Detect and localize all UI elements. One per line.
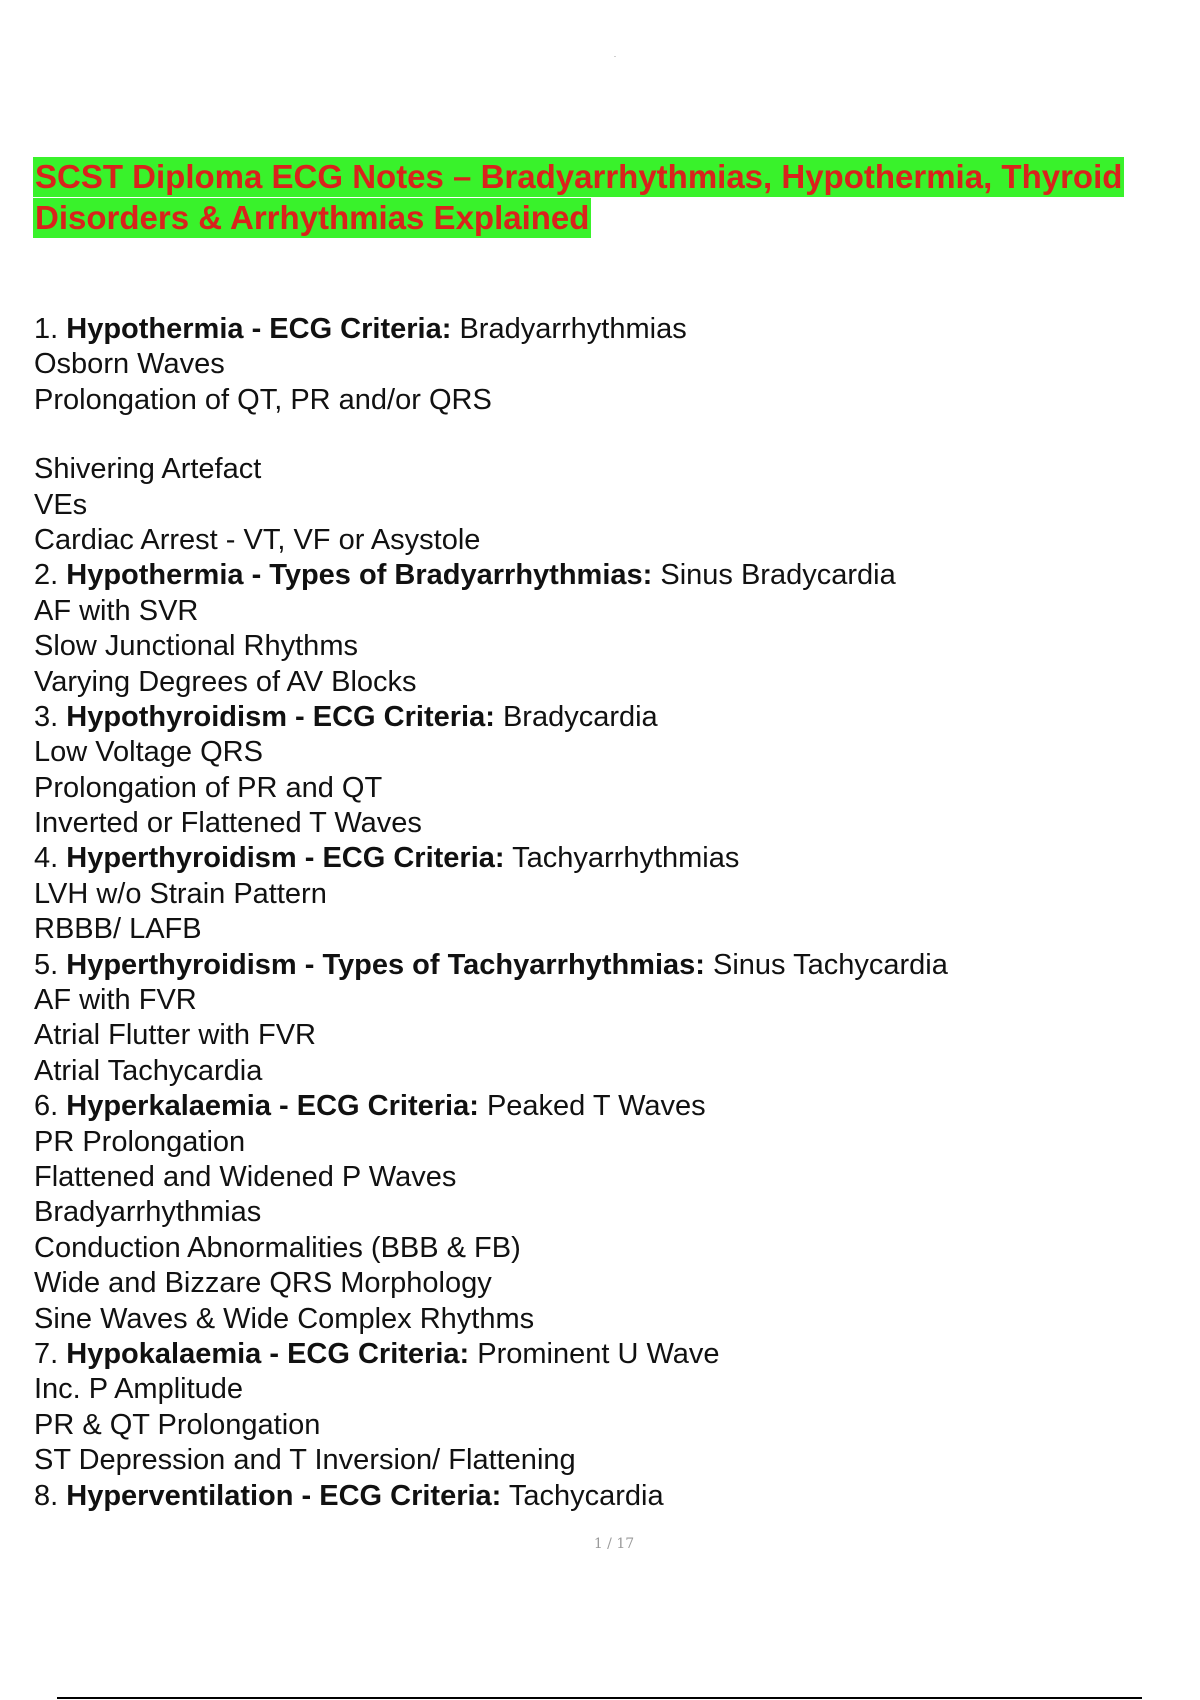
document-title xyxy=(33,157,1200,238)
list-item: Cardiac Arrest - VT, VF or Asystole xyxy=(34,523,481,556)
list-item: Slow Junctional Rhythms xyxy=(34,630,358,663)
section-first-item: Bradycardia xyxy=(502,700,658,733)
section-heading: Hyperkalaemia - ECG Criteria: xyxy=(66,1090,479,1123)
list-item: LVH w/o Strain Pattern xyxy=(34,877,327,910)
list-item: Sine Waves & Wide Complex Rhythms xyxy=(34,1302,535,1335)
list-item: Prolongation of PR and QT xyxy=(34,771,383,804)
section-heading-line xyxy=(34,312,1164,347)
list-item: Varying Degrees of AV Blocks xyxy=(34,665,417,698)
section-first-item: Bradyarrhythmias xyxy=(459,313,687,345)
page-number: 1 / 17 xyxy=(593,1536,635,1552)
section-first-item: Tachycardia xyxy=(508,1479,664,1512)
list-item: Atrial Tachycardia xyxy=(34,1054,263,1087)
section-number: 5. xyxy=(34,948,59,981)
list-item: Prolongation of QT, PR and/or QRS xyxy=(34,383,492,416)
list-item: Bradyarrhythmias xyxy=(34,1196,262,1229)
list-item: Inverted or Flattened T Waves xyxy=(34,807,422,840)
notes-body xyxy=(34,312,1164,1514)
section-first-item: Prominent U Wave xyxy=(477,1337,720,1370)
list-item: PR Prolongation xyxy=(34,1125,246,1158)
section-heading-line xyxy=(34,558,1164,593)
title-line-2: Disorders & Arrhythmias Explained xyxy=(35,199,590,236)
scan-artifact-dot xyxy=(614,56,616,57)
section-heading: Hypothermia - Types of Bradyarrhythmias: xyxy=(66,559,653,592)
section-heading: Hypokalaemia - ECG Criteria: xyxy=(66,1337,470,1370)
section-number: 6. xyxy=(34,1090,59,1123)
list-item: Shivering Artefact xyxy=(34,453,262,486)
section-first-item: Peaked T Waves xyxy=(486,1090,706,1123)
section-number: 4. xyxy=(34,842,59,875)
title-line-1: SCST Diploma ECG Notes – Bradyarrhythmias, Hypothermia, Thyroid xyxy=(35,158,1123,195)
section-number: 2. xyxy=(34,559,59,592)
bottom-divider xyxy=(57,1697,1142,1699)
list-item: VEs xyxy=(34,488,88,521)
section-heading-line xyxy=(34,841,1164,876)
list-item: PR & QT Prolongation xyxy=(34,1408,321,1441)
list-item: Flattened and Widened P Waves xyxy=(34,1160,457,1193)
list-item: Inc. P Amplitude xyxy=(34,1373,244,1406)
list-item: Wide and Bizzare QRS Morphology xyxy=(34,1267,492,1300)
section-number: 7. xyxy=(34,1337,59,1370)
section-heading-line xyxy=(34,1089,1164,1124)
section-heading-line xyxy=(34,1337,1164,1372)
section-heading: Hypothyroidism - ECG Criteria: xyxy=(66,700,495,733)
list-item: RBBB/ LAFB xyxy=(34,913,202,946)
list-item: Conduction Abnormalities (BBB & FB) xyxy=(34,1231,521,1264)
section-number: 3. xyxy=(34,700,59,733)
list-item: Low Voltage QRS xyxy=(34,736,263,769)
section-heading: Hyperthyroidism - Types of Tachyarrhythmias: xyxy=(66,948,705,981)
section-heading-line xyxy=(34,1479,1164,1514)
section-heading-line xyxy=(34,700,1164,735)
section-number: 8. xyxy=(34,1479,59,1512)
list-item: AF with FVR xyxy=(34,984,197,1017)
section-heading: Hyperthyroidism - ECG Criteria: xyxy=(66,842,505,875)
list-item: ST Depression and T Inversion/ Flattening xyxy=(34,1444,576,1477)
paragraph-gap xyxy=(34,418,1164,452)
section-heading: Hypothermia - ECG Criteria: xyxy=(66,313,452,345)
list-item: Osborn Waves xyxy=(34,348,225,381)
section-number: 1. xyxy=(34,313,59,345)
section-heading-line xyxy=(34,948,1164,983)
section-first-item: Sinus Bradycardia xyxy=(660,559,896,592)
list-item: AF with SVR xyxy=(34,594,199,627)
section-first-item: Sinus Tachycardia xyxy=(713,948,948,981)
list-item: Atrial Flutter with FVR xyxy=(34,1019,316,1052)
section-heading: Hyperventilation - ECG Criteria: xyxy=(66,1479,502,1512)
section-first-item: Tachyarrhythmias xyxy=(512,842,740,875)
